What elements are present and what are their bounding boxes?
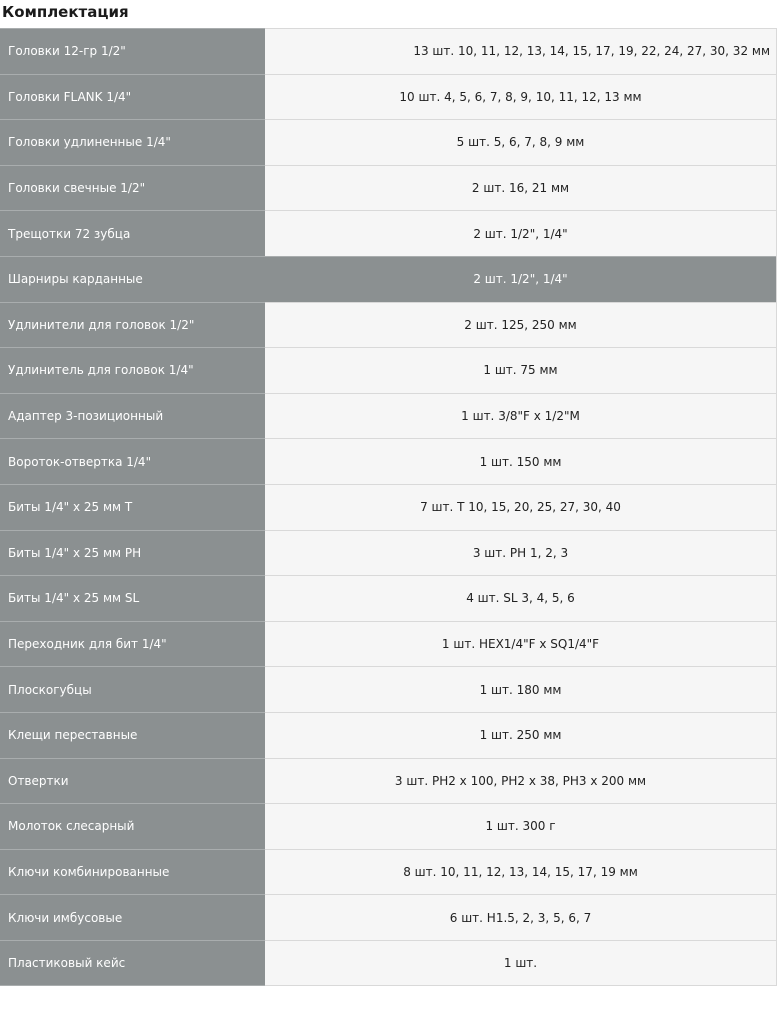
item-name: Вороток-отвертка 1/4": [0, 439, 265, 485]
table-row-highlighted: [0, 256, 777, 302]
page-title: Комплектация: [2, 3, 129, 21]
item-value: [265, 29, 777, 75]
item-value: 4 шт. SL 3, 4, 5, 6: [265, 576, 777, 622]
item-name: Головки FLANK 1/4": [0, 74, 265, 120]
table-row: [0, 940, 777, 986]
item-value: 1 шт. 75 мм: [265, 348, 777, 394]
item-name: Молоток слесарный: [0, 804, 265, 850]
item-name: Головки свечные 1/2": [0, 165, 265, 211]
item-name: Удлинители для головок 1/2": [0, 302, 265, 348]
table-row: [0, 29, 777, 75]
table-row: [0, 348, 777, 394]
item-name: Плоскогубцы: [0, 667, 265, 713]
table-row: [0, 74, 777, 120]
item-value-text: 13 шт. 10, 11, 12, 13, 14, 15, 17, 19, 22, 24, 27, 30, 32 мм: [413, 44, 770, 59]
item-name: Переходник для бит 1/4": [0, 621, 265, 667]
item-value: 2 шт. 125, 250 мм: [265, 302, 777, 348]
table-row: [0, 849, 777, 895]
item-name: Шарниры карданные: [0, 256, 265, 302]
item-value: 5 шт. 5, 6, 7, 8, 9 мм: [265, 120, 777, 166]
item-name: Удлинитель для головок 1/4": [0, 348, 265, 394]
item-name: Отвертки: [0, 758, 265, 804]
item-value: 1 шт.: [265, 940, 777, 986]
item-name: Биты 1/4" x 25 мм PH: [0, 530, 265, 576]
item-name: Биты 1/4" x 25 мм T: [0, 484, 265, 530]
table-row: [0, 530, 777, 576]
table-row: [0, 165, 777, 211]
item-value: 8 шт. 10, 11, 12, 13, 14, 15, 17, 19 мм: [265, 849, 777, 895]
item-value: 1 шт. 300 г: [265, 804, 777, 850]
item-name: Головки удлиненные 1/4": [0, 120, 265, 166]
table-row: [0, 393, 777, 439]
item-name: Ключи комбинированные: [0, 849, 265, 895]
table-row: [0, 712, 777, 758]
table-row: [0, 758, 777, 804]
item-value: 7 шт. T 10, 15, 20, 25, 27, 30, 40: [265, 484, 777, 530]
item-value: 3 шт. PH2 x 100, PH2 x 38, PH3 x 200 мм: [265, 758, 777, 804]
item-name: Трещотки 72 зубца: [0, 211, 265, 257]
item-value: 1 шт. 180 мм: [265, 667, 777, 713]
item-name: Адаптер 3-позиционный: [0, 393, 265, 439]
table-row: [0, 895, 777, 941]
specification-table: [0, 28, 777, 986]
table-row: [0, 804, 777, 850]
item-value: 1 шт. 3/8"F x 1/2"M: [265, 393, 777, 439]
table-row: [0, 302, 777, 348]
item-value: 2 шт. 1/2", 1/4": [265, 211, 777, 257]
item-name: Пластиковый кейс: [0, 940, 265, 986]
table-row: [0, 120, 777, 166]
item-value: 1 шт. HEX1/4"F x SQ1/4"F: [265, 621, 777, 667]
table-row: [0, 667, 777, 713]
item-value: 1 шт. 150 мм: [265, 439, 777, 485]
item-value: 10 шт. 4, 5, 6, 7, 8, 9, 10, 11, 12, 13 мм: [265, 74, 777, 120]
table-row: [0, 621, 777, 667]
item-name: Клещи переставные: [0, 712, 265, 758]
item-value: 1 шт. 250 мм: [265, 712, 777, 758]
item-value: 3 шт. PH 1, 2, 3: [265, 530, 777, 576]
item-name: Ключи имбусовые: [0, 895, 265, 941]
table-row: [0, 576, 777, 622]
table-row: [0, 484, 777, 530]
item-name: Биты 1/4" x 25 мм SL: [0, 576, 265, 622]
item-name: Головки 12-гр 1/2": [0, 29, 265, 75]
item-value: 6 шт. H1.5, 2, 3, 5, 6, 7: [265, 895, 777, 941]
table-row: [0, 211, 777, 257]
item-value: 2 шт. 1/2", 1/4": [265, 256, 777, 302]
table-row: [0, 439, 777, 485]
item-value: 2 шт. 16, 21 мм: [265, 165, 777, 211]
